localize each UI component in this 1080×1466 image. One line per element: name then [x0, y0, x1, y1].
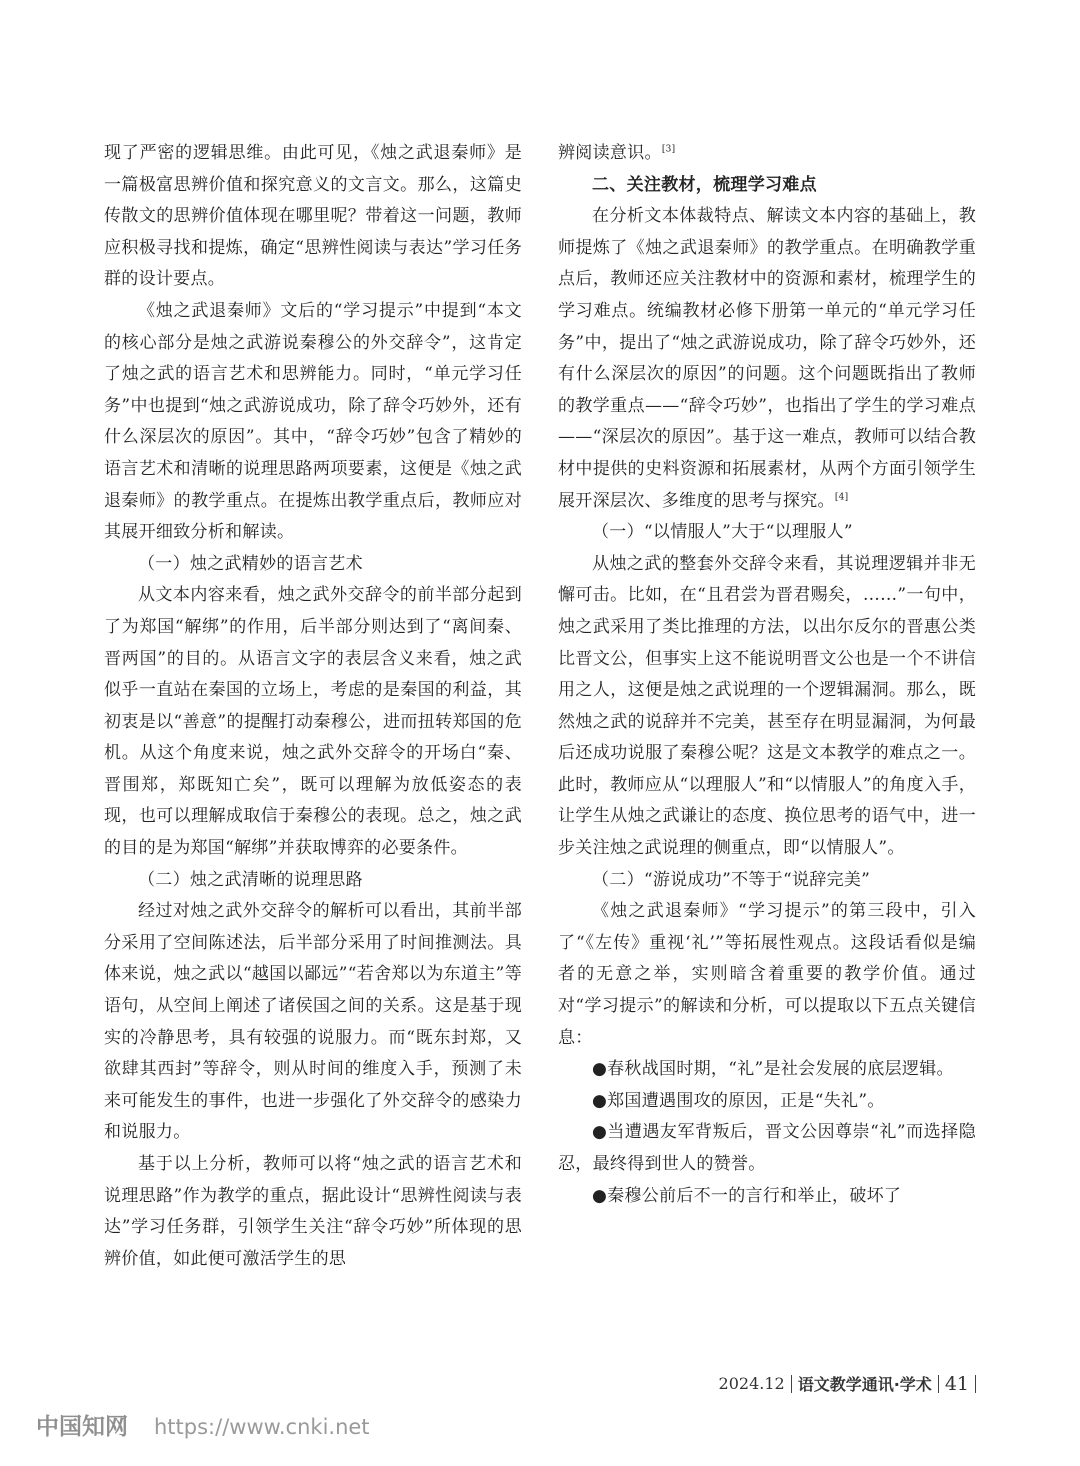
subheading: （一）“以情服人”大于“以理服人”	[592, 522, 853, 543]
divider	[938, 1375, 939, 1393]
bullet-item: ●春秋战国时期，“礼”是社会发展的底层逻辑。	[592, 1059, 954, 1080]
publication-name: 语文教学通讯·学术	[797, 1375, 932, 1394]
paragraph	[558, 201, 976, 517]
left-column	[104, 138, 522, 1275]
bullet-item: ●郑国遭遇围攻的原因，正是“失礼”。	[592, 1090, 885, 1111]
paragraph-text: 辨阅读意识。	[558, 143, 662, 163]
section-heading: 二、关注教材，梳理学习难点	[592, 174, 817, 195]
issue-date: 2024.12	[718, 1374, 785, 1393]
paragraph: 《烛之武退秦师》“学习提示”的第三段中，引入了“《左传》重视‘礼’”等拓展性观点。这段话看似是编者的无意之举，实则暗含着重要的教学价值。通过对“学习提示”的解读和分析，可以提取以下五点关键信息：	[558, 901, 976, 1048]
paragraph: 从烛之武的整套外交辞令来看，其说理逻辑并非无懈可击。比如，在“且君尝为晋君赐矣，……”一句中，烛之武采用了类比推理的方法，以出尔反尔的晋惠公类比晋文公，但事实上这不能说明晋文公也是一个不讲信用之人，这便是烛之武说理的一个逻辑漏洞。那么，既然烛之武的说辞并不完美，甚至存在明显漏洞，为何最后还成功说服了秦穆公呢？这是文本教学的难点之一。此时，教师应从“以理服人”和“以情服人”的角度入手，让学生从烛之武谦让的态度、换位思考的语气中，进一步关注烛之武说理的侧重点，即“以情服人”。	[558, 553, 976, 859]
watermark	[36, 1408, 370, 1441]
subheading: （二）“游说成功”不等于“说辞完美”	[592, 869, 871, 890]
right-column	[558, 138, 976, 1212]
paragraph	[558, 138, 976, 170]
divider	[791, 1375, 792, 1393]
bullet-item: ●秦穆公前后不一的言行和举止，破坏了	[592, 1185, 902, 1206]
page-number: 41	[944, 1372, 969, 1395]
subheading: （一）烛之武精妙的语言艺术	[138, 553, 363, 574]
cnki-logo: 中国知网	[36, 1414, 128, 1440]
cnki-url: https://www.cnki.net	[154, 1415, 370, 1439]
citation: [4]	[834, 491, 849, 502]
bullet-item: ●当遭遇友军背叛后，晋文公因尊崇“礼”而选择隐忍，最终得到世人的赞誉。	[558, 1122, 976, 1174]
paragraph: 现了严密的逻辑思维。由此可见，《烛之武退秦师》是一篇极富思辨价值和探究意义的文言文。那么，这篇史传散文的思辨价值体现在哪里呢？带着这一问题，教师应积极寻找和提炼，确定“思辨性阅读与表达”学习任务群的设计要点。	[104, 143, 522, 290]
citation: [3]	[661, 144, 676, 155]
divider	[975, 1375, 976, 1393]
paragraph: 经过对烛之武外交辞令的解析可以看出，其前半部分采用了空间陈述法，后半部分采用了时间推测法。具体来说，烛之武以“越国以鄙远”“若舍郑以为东道主”等语句，从空间上阐述了诸侯国之间的关系。这是基于现实的冷静思考，具有较强的说服力。而“既东封郑，又欲肆其西封”等辞令，则从时间的维度入手，预测了未来可能发生的事件，也进一步强化了外交辞令的感染力和说服力。	[104, 901, 522, 1143]
paragraph: 基于以上分析，教师可以将“烛之武的语言艺术和说理思路”作为教学的重点，据此设计“思辨性阅读与表达”学习任务群，引领学生关注“辞令巧妙”所体现的思辨价值，如此便可激活学生的思	[104, 1154, 522, 1269]
subheading: （二）烛之武清晰的说理思路	[138, 869, 363, 890]
paragraph: 从文本内容来看，烛之武外交辞令的前半部分起到了为郑国“解绑”的作用，后半部分则达到了“离间秦、晋两国”的目的。从语言文字的表层含义来看，烛之武似乎一直站在秦国的立场上，考虑的是秦国的利益，其初衷是以“善意”的提醒打动秦穆公，进而扭转郑国的危机。从这个角度来说，烛之武外交辞令的开场白“秦、晋围郑，郑既知亡矣”，既可以理解为放低姿态的表现，也可以理解成取信于秦穆公的表现。总之，烛之武的目的是为郑国“解绑”并获取博弈的必要条件。	[104, 585, 522, 859]
paragraph-text: 在分析文本体裁特点、解读文本内容的基础上，教师提炼了《烛之武退秦师》的教学重点。在明确教学重点后，教师还应关注教材中的资源和素材，梳理学生的学习难点。统编教材必修下册第一单元的“单元学习任务”中，提出了“烛之武游说成功，除了辞令巧妙外，还有什么深层次的原因”的问题。这个问题既指出了教师的教学重点——“辞令巧妙”，也指出了学生的学习难点——“深层次的原因”。基于这一难点，教师可以结合教材中提供的史料资源和拓展素材，从两个方面引领学生展开深层次、多维度的思考与探究。	[558, 206, 976, 511]
page-footer	[719, 1372, 976, 1395]
paragraph: 《烛之武退秦师》文后的“学习提示”中提到“本文的核心部分是烛之武游说秦穆公的外交辞令”，这肯定了烛之武的语言艺术和思辨能力。同时，“单元学习任务”中也提到“烛之武游说成功，除了辞令巧妙外，还有什么深层次的原因”。其中，“辞令巧妙”包含了精妙的语言艺术和清晰的说理思路两项要素，这便是《烛之武退秦师》的教学重点。在提炼出教学重点后，教师应对其展开细致分析和解读。	[104, 300, 522, 543]
